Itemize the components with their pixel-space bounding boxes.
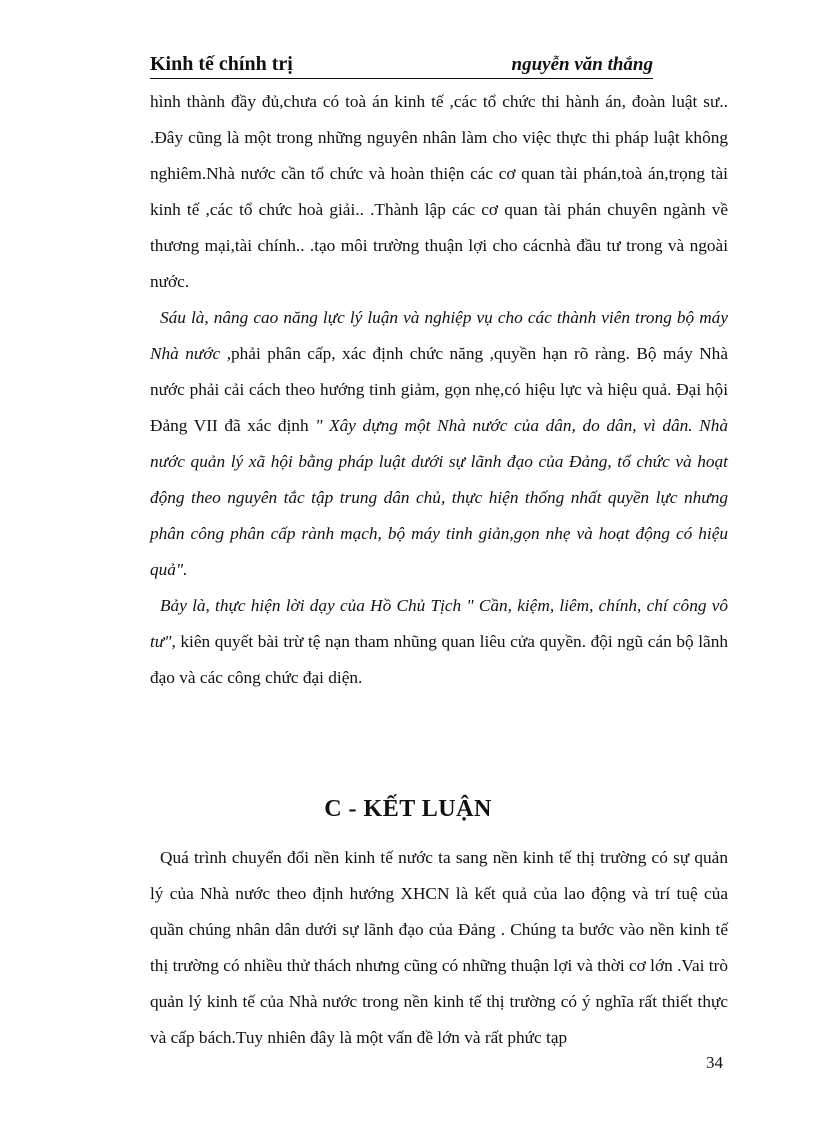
header-author: nguyễn văn thắng [511,54,653,75]
conclusion-paragraph: Quá trình chuyển đổi nền kinh tế nước ta sang nền kinh tế thị trường có sự quản lý của Nhà nước theo định hướng XHCN là kết quả của lao động và trí tuệ của quần chúng nhân dân dưới sự lãnh đạo của Đảng . Chúng ta bước vào nền kinh tế thị trường có nhiều thử thách nhưng cũng có những thuận lợi và thời cơ lớn .Vai trò quản lý kinh tế của Nhà nước trong nền kinh tế thị trường có ý nghĩa rất thiết thực và cấp bách.Tuy nhiên đây là một vấn đề lớn và rất phức tạp [150,848,728,1047]
paragraph-2-lead: Sáu là, nâng cao năng lực lý luận và nghiệp vụ cho các thành viên trong bộ máy Nhà nước [150,308,728,363]
header-subject: Kinh tế chính trị [150,53,293,75]
conclusion-text [150,840,728,1056]
paragraph-1: hình thành đầy đủ,chưa có toà án kinh tế ,các tổ chức thi hành án, đoàn luật sư.. .Đây cũng là một trong những nguyên nhân làm cho việc thực thi pháp luật không nghiêm.Nhà nước cần tổ chức và hoàn thiện các cơ quan tài phán,toà án,trọng tài kinh tế ,các tổ chức hoà giải.. .Thành lập các cơ quan tài phán chuyên ngành về thương mại,tài chính.. .tạo môi trường thuận lợi cho cácnhà đầu tư trong và ngoài nước. [150,92,728,291]
body-text [150,84,728,696]
paragraph-3-text: , kiên quyết bài trừ tệ nạn tham nhũng quan liêu cửa quyền. đội ngũ cán bộ lãnh đạo và các công chức đại diện. [150,632,728,687]
paragraph-2-text: ,phải phân cấp, xác định chức năng ,quyền hạn rõ ràng. Bộ máy Nhà nước phải cải cách theo hướng tinh giảm, gọn nhẹ,có hiệu lực và hiệu quả. Đại hội Đảng VII đã xác định [150,344,728,435]
paragraph-2-quote: " Xây dựng một Nhà nước của dân, do dân, vì dân. Nhà nước quản lý xã hội bằng pháp luật dưới sự lãnh đạo của Đảng, tổ chức và hoạt động theo nguyên tắc tập trung dân chủ, thực hiện thống nhất quyền lực nhưng phân công phân cấp rành mạch, bộ máy tinh giản,gọn nhẹ và hoạt động có hiệu quả". [150,416,728,579]
paragraph-2 [150,300,728,588]
page-header [150,52,653,79]
paragraph-3 [150,588,728,696]
paragraph-3-lead: Bảy là, thực hiện lời dạy của Hồ Chủ Tịch " Cần, kiệm, liêm, chính, chí công vô tư" [150,596,728,651]
section-title: C - KẾT LUẬN [324,796,492,822]
page-number: 34 [706,1053,723,1072]
